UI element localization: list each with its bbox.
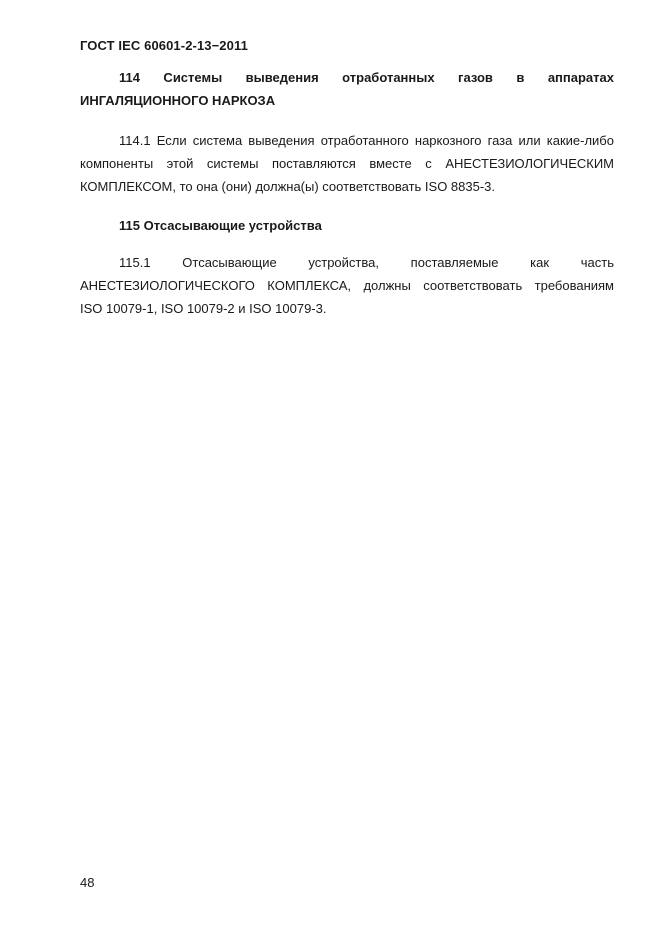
clause-115-1-line3: ISO 10079-1, ISO 10079-2 и ISO 10079-3. [80, 301, 327, 316]
section-114-heading [80, 66, 614, 112]
clause-114-1 [80, 129, 614, 198]
section-114-heading-line1: 114 Системы выведения отработанных газов в аппаратах [119, 70, 614, 85]
section-115-heading [80, 214, 614, 237]
clause-114-1-line2: компоненты этой системы поставляются вместе с АНЕСТЕЗИОЛОГИЧЕСКИМ [80, 156, 614, 171]
clause-114-1-line1: 114.1 Если система выведения отработанного наркозного газа или какие-либо [119, 133, 614, 148]
document-header: ГОСТ IEC 60601-2-13−2011 [80, 38, 248, 53]
page-number: 48 [80, 875, 95, 890]
section-115-heading-text: 115 Отсасывающие устройства [119, 218, 322, 233]
clause-115-1-line1: 115.1 Отсасывающие устройства, поставляемые как часть [119, 255, 614, 270]
clause-115-1-line2: АНЕСТЕЗИОЛОГИЧЕСКОГО КОМПЛЕКСА, должны соответствовать требованиям [80, 278, 614, 293]
clause-114-1-line3: КОМПЛЕКСОМ, то она (они) должна(ы) соответствовать ISO 8835-3. [80, 179, 496, 194]
clause-115-1 [80, 251, 614, 320]
section-114-heading-line2: ИНГАЛЯЦИОННОГО НАРКОЗА [80, 93, 276, 108]
